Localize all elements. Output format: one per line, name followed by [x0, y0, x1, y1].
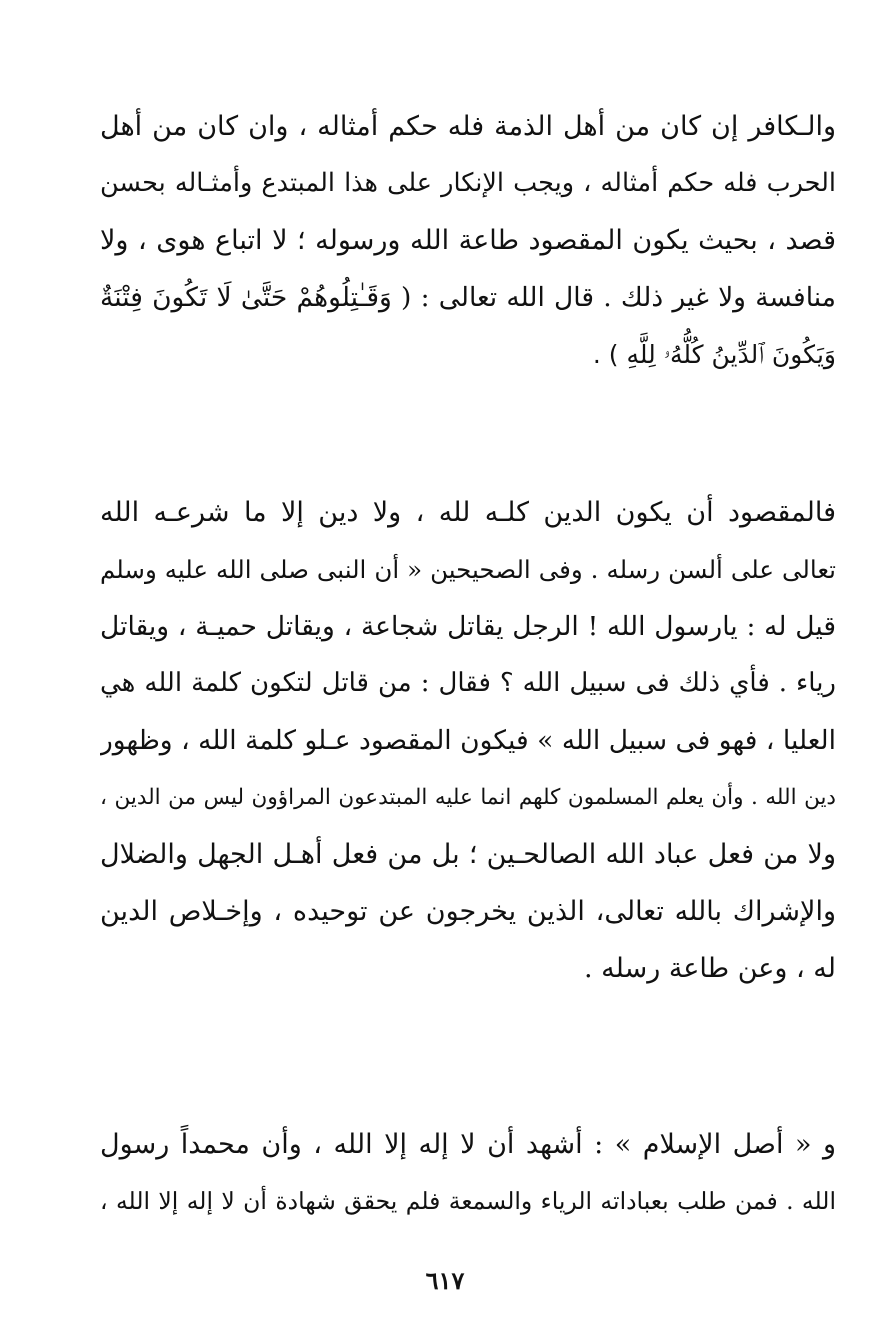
text-line: العليا ، فهو فى سبيل الله » فيكون المقصود عـلو كلمة الله ، وظهور: [100, 725, 836, 756]
quran-verse-line: وَيَكُونَ ٱلدِّينُ كُلُّهُۥ لِلَّهِ ) .: [592, 340, 836, 369]
paragraph-3: [100, 1116, 836, 1230]
text-line: الحرب فله حكم أمثاله ، ويجب الإنكار على هذا المبتدع وأمثـاله بحسن: [100, 168, 836, 198]
text-line: قصد ، بحيث يكون المقصود طاعة الله ورسوله ؛ لا اتباع هوى ، ولا: [100, 225, 836, 256]
text-line: له ، وعن طاعة رسله .: [584, 953, 836, 984]
paragraph-2: [100, 484, 836, 997]
text-line: و « أصل الإسلام » : أشهد أن لا إله إلا الله ، وأن محمداً رسول: [100, 1129, 836, 1160]
page-number: ٦١٧: [425, 1266, 465, 1295]
paragraph-1: [100, 98, 836, 383]
text-line: فالمقصود أن يكون الدين كلـه لله ، ولا دين إلا ما شرعـه الله: [100, 497, 836, 528]
text-line: والـكافر إن كان من أهل الذمة فله حكم أمثاله ، وان كان من أهل: [100, 111, 836, 142]
text-line: منافسة ولا غير ذلك . قال الله تعالى : ( وَقَـٰتِلُوهُمْ حَتَّىٰ لَا تَكُونَ فِتْنَةٌ: [100, 282, 836, 313]
text-line: دين الله . وأن يعلم المسلمون كلهم انما عليه المبتدعون المراؤون ليس من الدين ،: [100, 785, 836, 810]
text-line: قيل له : يارسول الله ! الرجل يقاتل شجاعة ، ويقاتل حميـة ، ويقاتل: [100, 611, 836, 642]
text-line: الله . فمن طلب بعباداته الرياء والسمعة فلم يحقق شهادة أن لا إله إلا الله ،: [100, 1187, 836, 1215]
text-line: ولا من فعل عباد الله الصالحـين ؛ بل من فعل أهـل الجهل والضلال: [100, 839, 836, 870]
text-line: رياء . فأي ذلك فى سبيل الله ؟ فقال : من قاتل لتكون كلمة الله هي: [100, 668, 836, 698]
text-line: تعالى على ألسن رسله . وفى الصحيحين « أن النبى صلى الله عليه وسلم: [100, 555, 836, 584]
text-line: والإشراك بالله تعالى، الذين يخرجون عن توحيده ، وإخـلاص الدين: [100, 896, 836, 927]
